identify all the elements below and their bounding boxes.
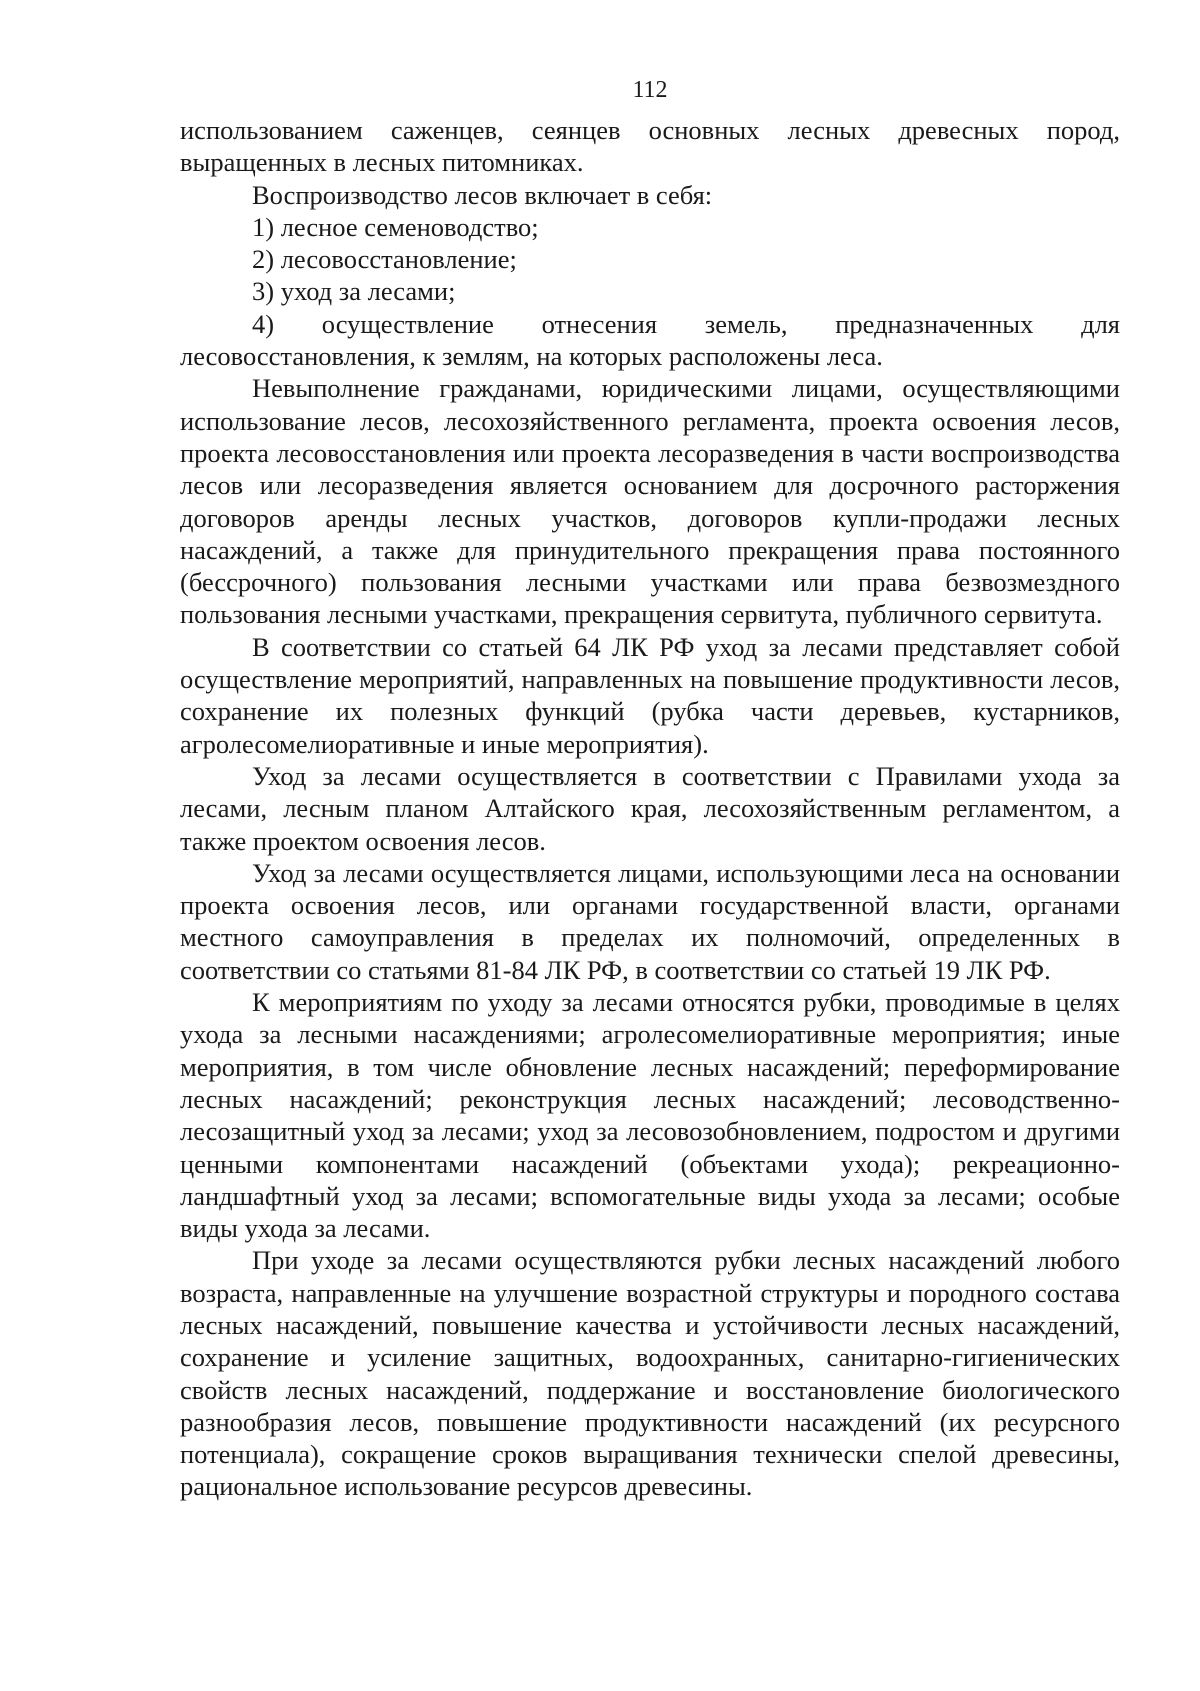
paragraph: Невыполнение гражданами, юридическими лицами, осуществляющими использование лесов, лесохозяйственного регламента, проекта освоения лесов, проекта лесовосстановления или проекта лесоразведения в части воспроизводства лесов или лесоразведения является основанием для досрочного расторжения договоров аренды лесных участков, договоров купли-продажи лесных насаждений, а также для принудительного прекращения права постоянного (бессрочного) пользования лесными участками или права безвозмездного пользования лесными участками, прекращения сервитута, публичного сервитута.	[180, 373, 1120, 630]
paragraph: Воспроизводство лесов включает в себя:	[252, 179, 713, 210]
page-number: 112	[632, 77, 668, 103]
paragraph-continuation: использованием саженцев, сеянцев основных лесных древесных пород, выращенных в лесных питомниках.	[180, 115, 1120, 178]
paragraph: При уходе за лесами осуществляются рубки лесных насаждений любого возраста, направленные на улучшение возрастной структуры и породного состава лесных насаждений, повышение качества и устойчивости лесных насаждений, сохранение и усиление защитных, водоохранных, санитарно-гигиенических свойств лесных насаждений, поддержание и восстановление биологического разнообразия лесов, повышение продуктивности насаждений (их ресурсного потенциала), сокращение сроков выращивания технически спелой древесины, рациональное использование ресурсов древесины.	[180, 1245, 1120, 1502]
paragraph: Уход за лесами осуществляется лицами, использующими леса на основании проекта освоения лесов, или органами государственной власти, органами местного самоуправления в пределах их полномочий, определенных в соответствии со статьями 81-84 ЛК РФ, в соответствии со статьей 19 ЛК РФ.	[180, 857, 1120, 985]
document-body	[180, 114, 1120, 1503]
list-item: 2) лесовосстановление;	[252, 244, 517, 275]
paragraph: К мероприятиям по уходу за лесами относятся рубки, проводимые в целях ухода за лесными насаждениями; агролесомелиоративные мероприятия; иные мероприятия, в том числе обновление лесных насаждений; переформирование лесных насаждений; реконструкция лесных насаждений; лесоводственно-лесозащитный уход за лесами; уход за лесовозобновлением, подростом и другими ценными компонентами насаждений (объектами ухода); рекреационно-ландшафтный уход за лесами; вспомогательные виды ухода за лесами; особые виды ухода за лесами.	[180, 987, 1120, 1244]
paragraph: Уход за лесами осуществляется в соответствии с Правилами ухода за лесами, лесным планом Алтайского края, лесохозяйственным регламентом, а также проектом освоения лесов.	[180, 760, 1120, 856]
list-item: 1) лесное семеноводство;	[252, 211, 539, 242]
list-item: 4) осуществление отнесения земель, предназначенных для лесовосстановления, к землям, на которых расположены леса.	[180, 308, 1120, 372]
paragraph: В соответствии со статьей 64 ЛК РФ уход за лесами представляет собой осуществление мероприятий, направленных на повышение продуктивности лесов, сохранение их полезных функций (рубка части деревьев, кустарников, агролесомелиоративные и иные мероприятия).	[180, 631, 1120, 759]
list-item: 3) уход за лесами;	[252, 276, 456, 307]
